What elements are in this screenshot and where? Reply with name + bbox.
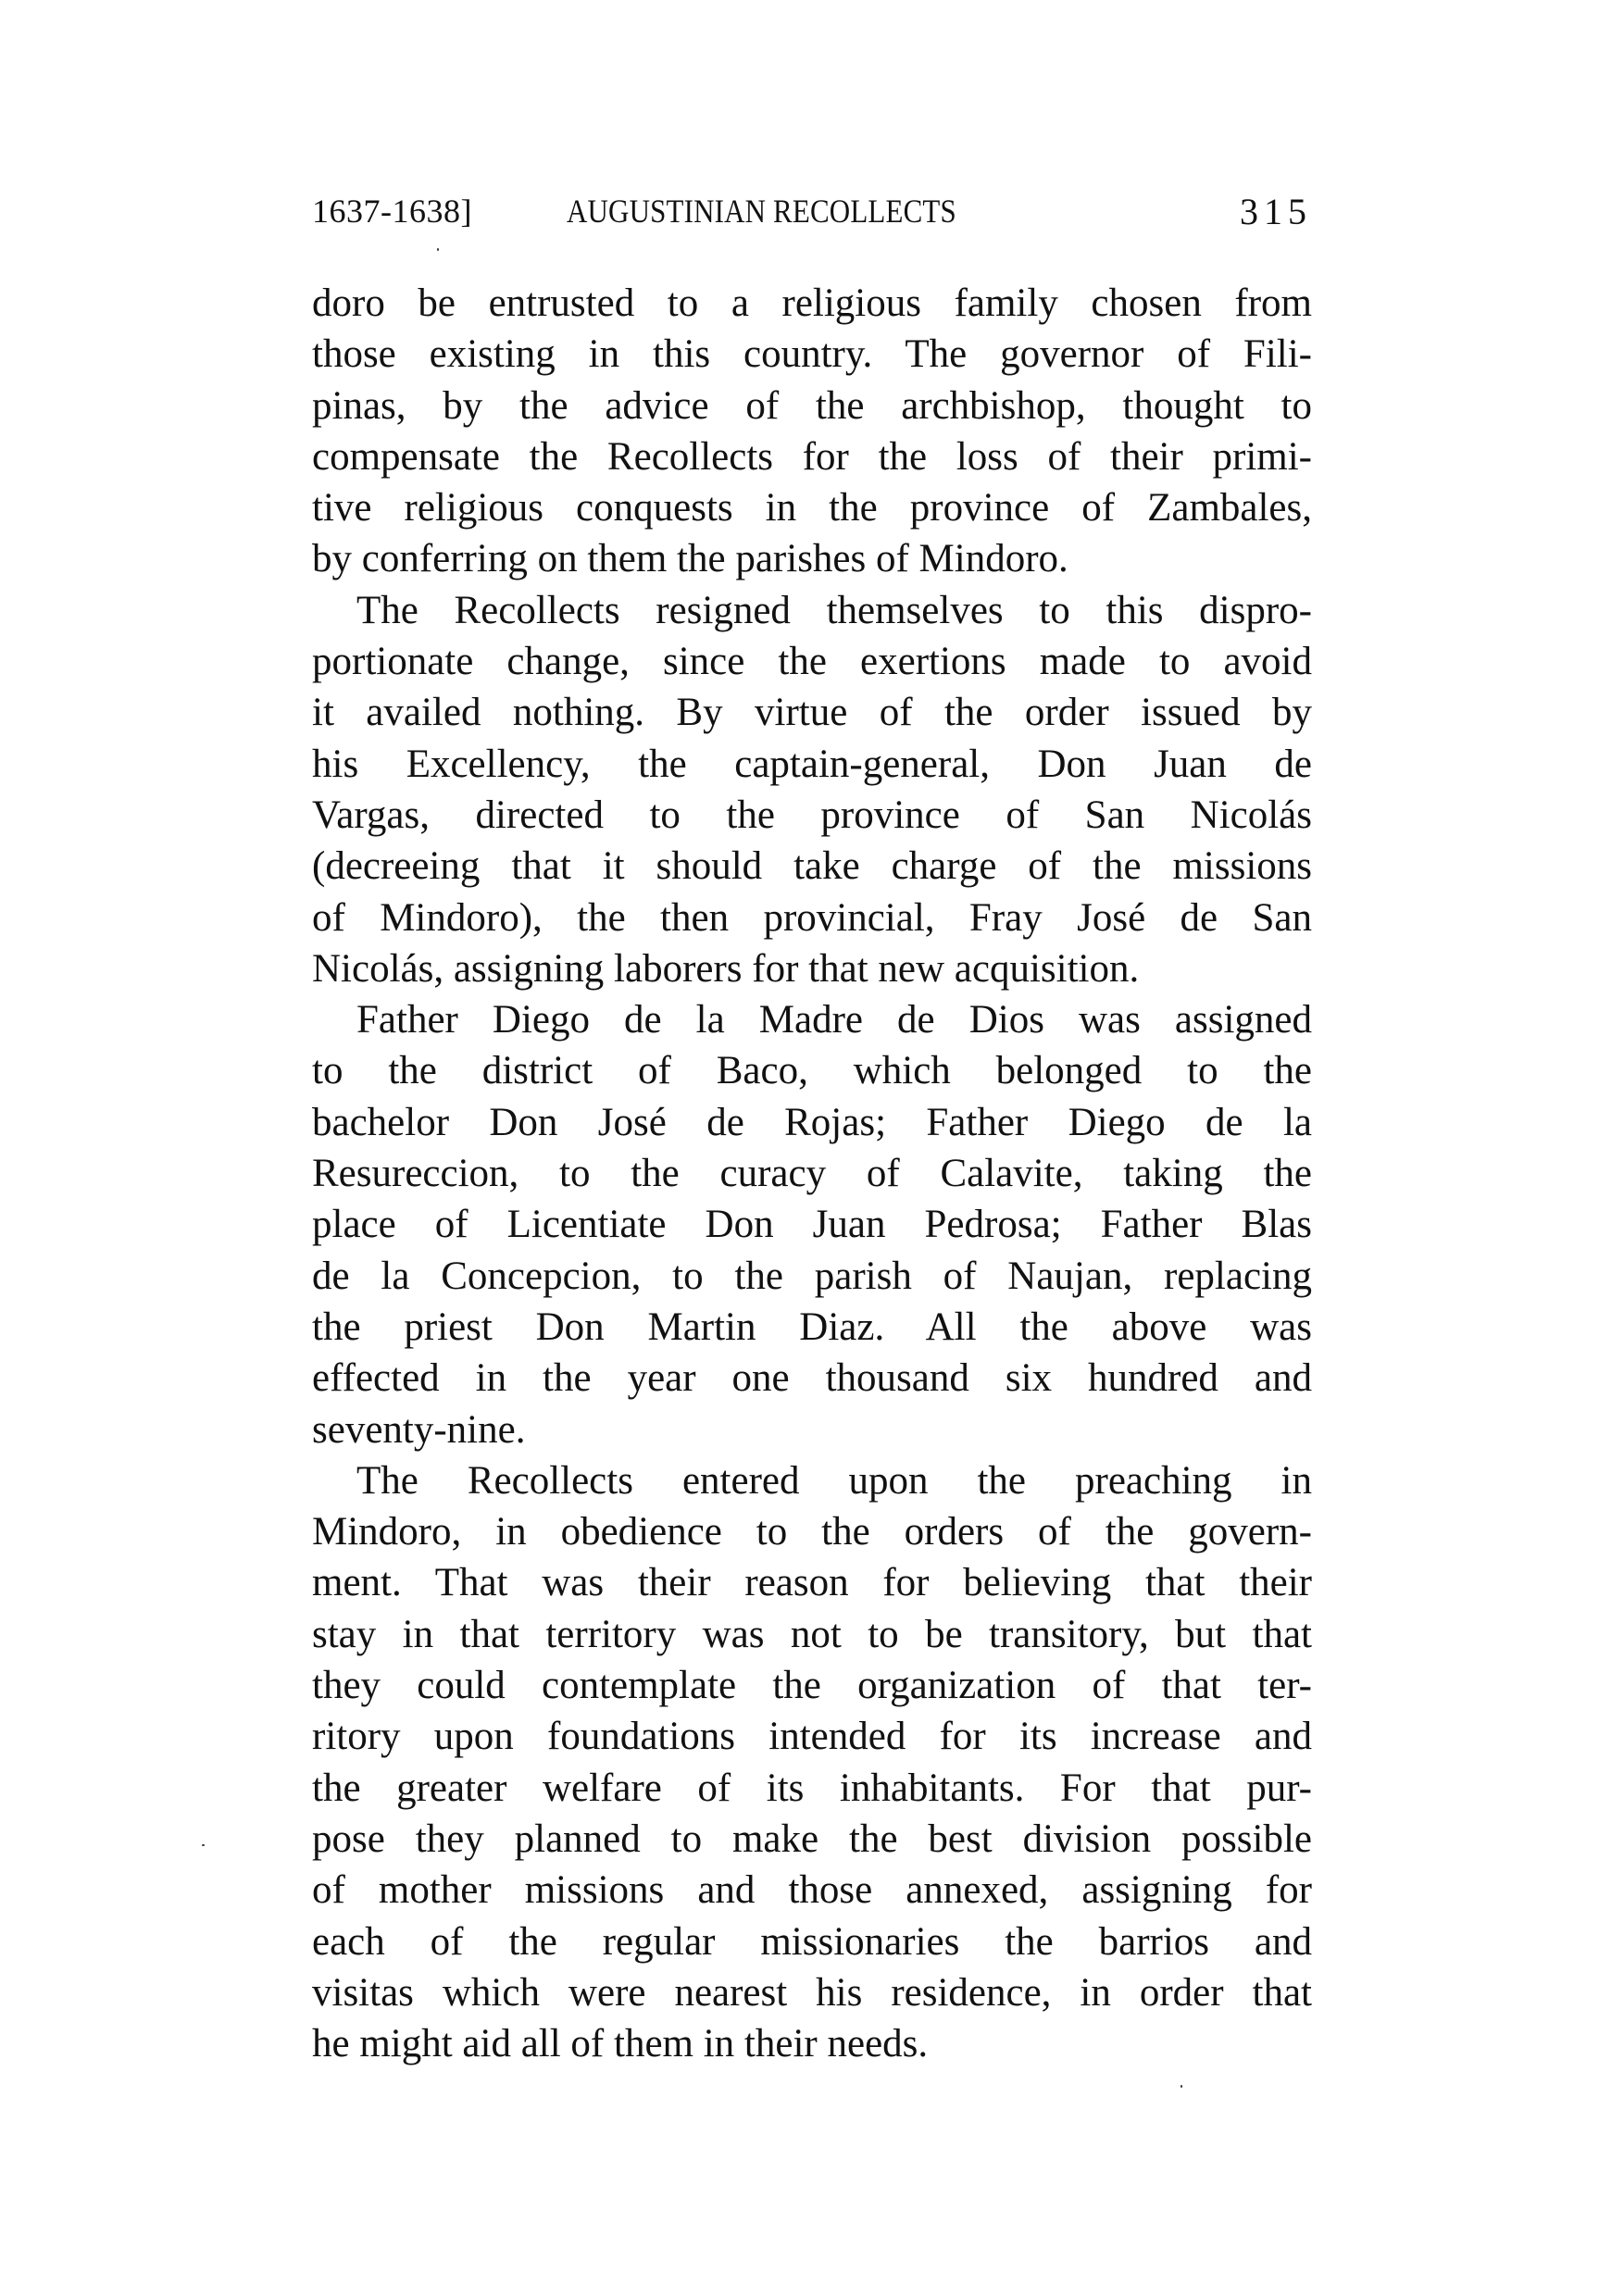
- text-line: he might aid all of them in their needs.: [312, 2022, 929, 2066]
- text-line: bachelor Don José de Rojas; Father Diego de la: [312, 1100, 1312, 1144]
- text-line: doro be entrusted to a religious family chosen from: [312, 281, 1312, 325]
- text-line: portionate change, since the exertions made to avoid: [312, 640, 1312, 684]
- text-line: The Recollects resigned themselves to this dispro-: [356, 588, 1312, 632]
- text-line: ritory upon foundations intended for its increase and: [312, 1715, 1312, 1759]
- scan-speck: [437, 248, 439, 251]
- text-line: to the district of Baco, which belonged to the: [312, 1049, 1312, 1093]
- page-number: 315: [1240, 191, 1312, 232]
- text-line: de la Concepcion, to the parish of Naujan, replacing: [312, 1254, 1312, 1298]
- text-line: pinas, by the advice of the archbishop, thought to: [312, 383, 1312, 428]
- text-line: Nicolás, assigning laborers for that new acquisition.: [312, 946, 1140, 991]
- text-line: pose they planned to make the best division possible: [312, 1816, 1312, 1861]
- paragraph-3: [312, 994, 1312, 1455]
- scan-speck: [202, 1844, 205, 1846]
- text-line: The Recollects entered upon the preaching in: [356, 1458, 1312, 1503]
- text-line: ment. That was their reason for believing that their: [312, 1561, 1312, 1605]
- paragraph-1: [312, 278, 1312, 585]
- text-line: it availed nothing. By virtue of the order issued by: [312, 691, 1312, 735]
- text-line: compensate the Recollects for the loss of their primi-: [312, 434, 1312, 479]
- text-line: Father Diego de la Madre de Dios was assigned: [356, 998, 1312, 1042]
- paragraph-2: [312, 585, 1312, 994]
- text-line: by conferring on them the parishes of Mindoro.: [312, 537, 1068, 581]
- text-line: they could contemplate the organization of that ter-: [312, 1664, 1312, 1708]
- paragraph-4: [312, 1455, 1312, 2070]
- text-line: Mindoro, in obedience to the orders of the govern-: [312, 1510, 1312, 1554]
- header-title: AUGUSTINIAN RECOLLECTS: [567, 193, 956, 230]
- text-line: his Excellency, the captain-general, Don Juan de: [312, 742, 1312, 786]
- text-line: the priest Don Martin Diaz. All the above was: [312, 1304, 1312, 1349]
- text-line: effected in the year one thousand six hundred and: [312, 1356, 1312, 1401]
- text-line: stay in that territory was not to be transitory, but that: [312, 1612, 1312, 1656]
- text-line: those existing in this country. The governor of Fili-: [312, 332, 1312, 377]
- scan-speck: [1181, 2085, 1182, 2088]
- text-line: (decreeing that it should take charge of the missions: [312, 844, 1312, 889]
- text-line: of Mindoro), the then provincial, Fray José de San: [312, 895, 1312, 940]
- text-line: Vargas, directed to the province of San Nicolás: [312, 793, 1312, 837]
- body-text: [312, 278, 1312, 2069]
- text-line: of mother missions and those annexed, assigning for: [312, 1868, 1312, 1913]
- text-line: visitas which were nearest his residence, in order that: [312, 1970, 1312, 2015]
- text-line: Resureccion, to the curacy of Calavite, taking the: [312, 1152, 1312, 1196]
- text-line: the greater welfare of its inhabitants. For that pur-: [312, 1766, 1312, 1810]
- header-years: 1637-1638]: [312, 193, 472, 230]
- text-line: tive religious conquests in the province of Zambales,: [312, 486, 1312, 530]
- text-line: seventy-nine.: [312, 1407, 526, 1452]
- text-line: place of Licentiate Don Juan Pedrosa; Father Blas: [312, 1203, 1312, 1247]
- text-line: each of the regular missionaries the barrios and: [312, 1919, 1312, 1964]
- running-header: [312, 188, 1312, 234]
